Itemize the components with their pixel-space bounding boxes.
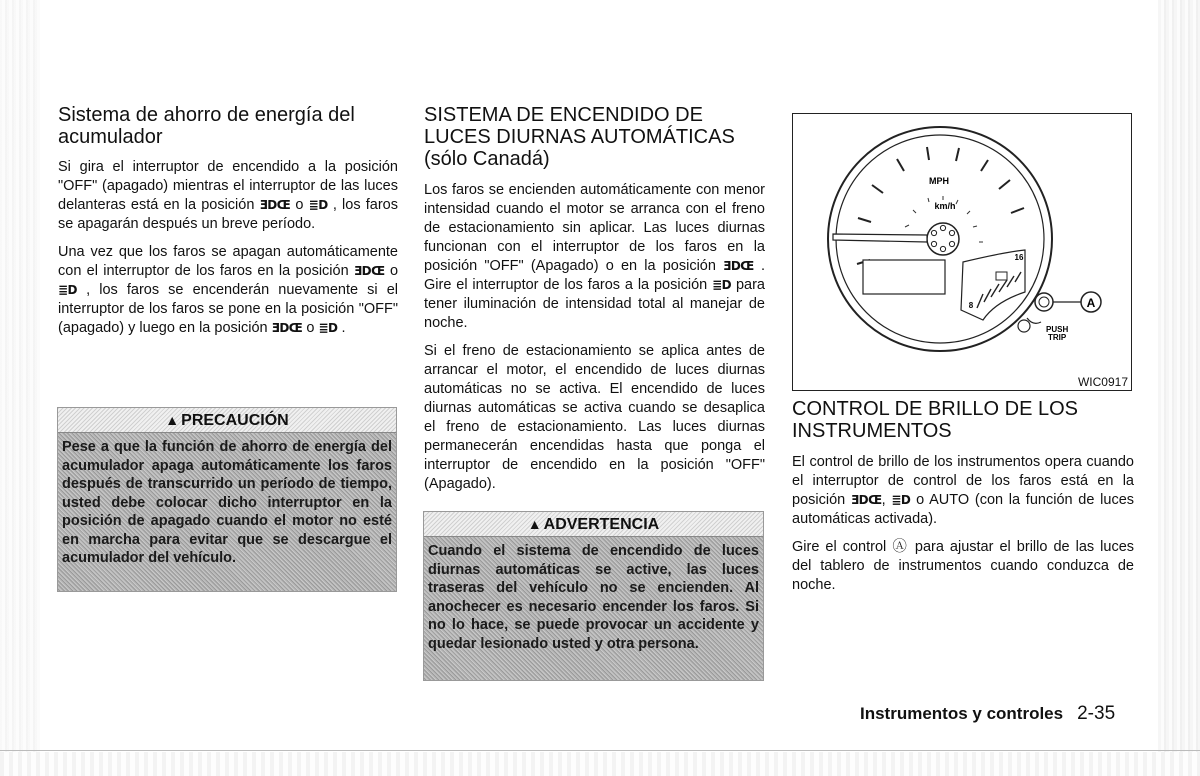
brightness-knob [1035,293,1053,311]
text-run: , [881,492,886,508]
kmh-label: km/h [934,201,956,211]
warning-text: Cuando el sistema de encendido de luces diurnas automáticas se active, las luces traseras del vehículo no se encienden. Al anochecer es necesario encender los faros. Si no lo hace, se puede provocar un accidente y quedar lesionado usted y otra persona. [428,543,759,652]
column-daytime-running-lights [424,104,765,503]
scan-edge-right [1158,0,1200,776]
speedometer-illustration [793,114,1131,390]
headlight-symbol-icon: ≣D [318,321,338,335]
headlight-symbol-icon: ≣D [58,283,78,297]
text-run: Los faros se encienden automáticamente con menor intensidad cuando el motor se arranca con el freno de estacionamiento sin aplicar. Las luces diurnas funcionan con el interruptor de los faros en la posición "OFF" (Apagado) o en la posición [424,182,765,274]
drl-paragraph-1 [424,181,765,333]
text-run: Si gira el interruptor de encendido a la posición "OFF" (apagado) mientras el interruptor de las luces delanteras está en la posición [58,159,398,213]
instrument-cluster-figure [792,113,1132,391]
battery-saver-paragraph-1 [58,158,398,234]
precaution-title: PRECAUCIÓN [181,412,289,429]
precaution-text: Pese a que la función de ahorro de energía del acumulador apaga automáticamente los faros después de transcurrido un período de tiempo, usted debe colocar dicho interruptor en la posición de apagado cuando el motor no esté en marcha para evitar que se descargue el acumulador del vehículo. [62,439,392,566]
column-battery-saver [58,104,398,347]
trip-label: TRIP [1048,333,1067,342]
drl-paragraph-2: Si el freno de estacionamiento se aplica antes de arrancar el motor, el encendido de luces diurnas automáticas no se activa. El encendido de luces diurnas automáticas se activa cuando se desaplica el freno de estacionamiento. Las luces diurnas permanecerán encendidas hasta que ponga el interruptor de encendido en la posición "OFF" (Apagado). [424,343,765,492]
warning-triangle-icon: ▲ [165,412,180,428]
text-run: , los faros se encenderán nuevamente si el interruptor de los faros se pone en la posición "OFF" (apagado) y luego en la posición [58,282,398,336]
dimmer-icon [1018,320,1030,332]
battery-saver-paragraph-2 [58,243,398,338]
page-footer [860,703,1115,725]
text-run: Gire el control [792,539,887,555]
headlight-symbol-icon: ≣D [308,198,328,212]
sub-gauge-low-label: 8 [968,301,974,310]
text-run: El control de brillo de los instrumentos opera cuando el interruptor de control de los faros está en la posición [792,454,1134,508]
warning-header [424,512,763,537]
scan-edge-left [0,0,40,776]
text-run: . [341,320,346,336]
warning-triangle-icon: ▲ [527,516,542,532]
warning-box [423,511,764,681]
text-run: o [295,197,304,213]
callout-a-label: A [1086,296,1096,310]
headlight-symbol-icon: ≣D [891,493,911,507]
battery-saver-heading: Sistema de ahorro de energía del acumulador [58,104,355,148]
sub-gauge-high-label: 16 [1014,253,1024,262]
text-run: para tener iluminación de intensidad total al manejar de noche. [424,277,765,331]
bottom-rule [0,750,1200,751]
mph-label: MPH [929,176,949,186]
footer-section-title: Instrumentos y controles [860,704,1064,723]
precaution-header [58,408,396,433]
text-run: o [389,263,399,279]
odometer-display [863,260,945,294]
text-run: , los faros se apagarán después un breve período. [58,197,398,232]
battery-icon [996,272,1007,280]
text-run: Una vez que los faros se apagan automáticamente con el interruptor de los faros en la posición [58,244,398,279]
warning-title: ADVERTENCIA [543,516,660,533]
parking-light-symbol-icon: ƎDŒ [259,198,291,212]
drl-heading: SISTEMA DE ENCENDIDO DE LUCES DIURNAS AUTOMÁTICAS (sólo Canadá) [424,104,735,170]
parking-light-symbol-icon: ƎDŒ [353,264,385,278]
text-run: . Gire el interruptor de los faros a la posición [424,258,766,293]
brightness-heading: CONTROL DE BRILLO DE LOS INSTRUMENTOS [792,398,1078,442]
parking-light-symbol-icon: ƎDŒ [271,321,303,335]
page-number: 2-35 [1077,703,1116,724]
scan-edge-bottom [0,752,1200,776]
parking-light-symbol-icon: ƎDŒ [850,493,882,507]
brightness-paragraph-1 [792,453,1134,529]
column-instrument-brightness [792,398,1134,604]
headlight-symbol-icon: ≣D [712,278,732,292]
gauge-hub [927,223,959,255]
figure-id: WIC0917 [1077,375,1128,389]
push-label: PUSH [1046,325,1069,334]
precaution-box [57,407,397,592]
parking-light-symbol-icon: ƎDŒ [723,259,754,273]
callout-a-symbol-icon: Ⓐ [892,539,909,555]
gauge-needle [833,234,927,242]
brightness-paragraph-2 [792,538,1134,595]
text-run: para ajustar el brillo de las luces del tablero de instrumentos cuando conduzca de noche. [792,539,1135,593]
text-run: o AUTO (con la función de luces automáticas activada). [792,492,1135,527]
text-run: o [306,320,315,336]
